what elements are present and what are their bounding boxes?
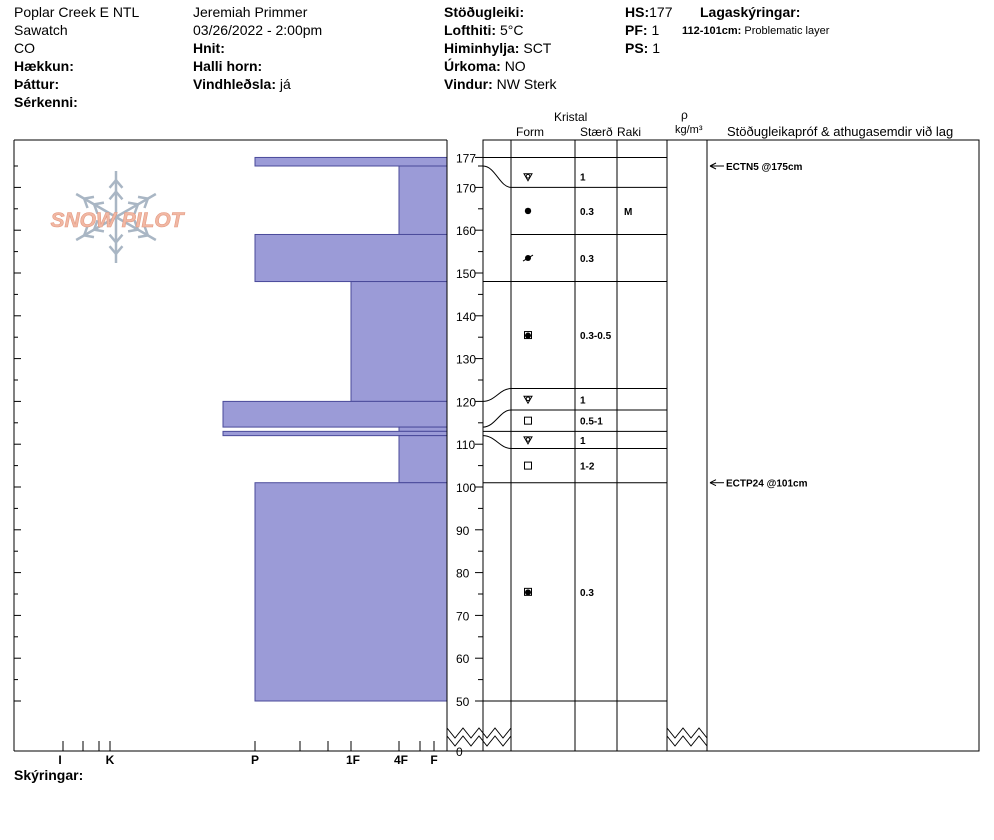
moisture-header: Raki xyxy=(617,125,642,139)
grain-size-label: 1-2 xyxy=(580,461,595,473)
moisture-label: M xyxy=(624,206,633,218)
axis-break-zigzag xyxy=(667,736,707,746)
hardness-label: 4F xyxy=(393,753,409,767)
depth-tick-label: 140 xyxy=(456,309,477,324)
hardness-bar xyxy=(399,436,447,483)
pf-label: PF: xyxy=(625,22,648,38)
rounding-faceted-icon xyxy=(525,588,532,595)
form-header: Form xyxy=(516,125,544,139)
depth-tick-label: 90 xyxy=(456,523,470,538)
comments-label: Skýringar: xyxy=(14,767,84,783)
hardness-label: I xyxy=(58,753,62,767)
rho-header: ρ xyxy=(681,108,688,122)
depth-tick-label: 70 xyxy=(456,609,470,624)
layer-connector xyxy=(483,166,511,187)
density-unit-header: kg/m³ xyxy=(675,124,703,136)
profile-frame xyxy=(483,140,979,751)
depth-tick-label: 80 xyxy=(456,566,470,581)
hs-value: 177 xyxy=(649,4,673,20)
grain-size-label: 1 xyxy=(580,395,586,407)
grain-size-label: 0.3 xyxy=(580,206,594,218)
melt-freeze-icon xyxy=(523,255,533,261)
hardness-bar xyxy=(223,401,447,427)
layer-connector xyxy=(483,436,511,449)
sky-value: SCT xyxy=(523,40,552,56)
coords-label: Hnit: xyxy=(193,40,225,56)
layer-note-text: Problematic layer xyxy=(744,25,830,37)
hardness-bar xyxy=(255,234,447,281)
sky-label: Himinhylja: xyxy=(444,40,520,56)
logo-text: SNOW PILOT xyxy=(50,209,184,232)
hs-label: HS: xyxy=(625,4,650,20)
hardness-bar xyxy=(255,483,447,701)
hardness-bar xyxy=(223,431,447,435)
axis-break-zigzag xyxy=(667,728,707,738)
faceted-icon xyxy=(525,417,532,424)
wind-value: NW Sterk xyxy=(496,76,557,92)
depth-tick-label: 160 xyxy=(456,224,477,239)
rounded-icon xyxy=(525,208,531,214)
depth-tick-label: 60 xyxy=(456,652,470,667)
grain-size-label: 0.3 xyxy=(580,254,594,266)
specifics-label: Sérkenni: xyxy=(14,94,78,110)
depth-tick-label: 110 xyxy=(456,438,476,453)
faceted-rounded-icon xyxy=(524,396,532,403)
wind-loading-value: já xyxy=(279,76,291,92)
test-result: ECTP24 @101cm xyxy=(726,478,808,490)
hardness-bar xyxy=(351,282,447,402)
hardness-label: F xyxy=(430,753,438,767)
depth-tick-label: 0 xyxy=(456,745,463,759)
state: CO xyxy=(14,40,35,56)
observer-name: Jeremiah Primmer xyxy=(193,4,308,20)
observation-datetime: 03/26/2022 - 2:00pm xyxy=(193,22,323,38)
hardness-label: K xyxy=(105,753,115,767)
slope-label: Halli horn: xyxy=(193,58,263,74)
air-temp-value: 5°C xyxy=(499,22,524,38)
rounding-faceted-icon xyxy=(525,332,532,339)
depth-tick-label: 130 xyxy=(456,352,477,367)
ps-label: PS: xyxy=(625,40,649,56)
depth-tick-label: 50 xyxy=(456,695,470,709)
elevation-label: Hækkun: xyxy=(14,58,74,74)
depth-tick-label: 150 xyxy=(456,267,477,281)
depth-tick-label: 100 xyxy=(456,481,477,495)
stability-label: Stöðugleiki: xyxy=(444,4,525,20)
faceted-icon xyxy=(525,462,532,469)
wind-label: Vindur: xyxy=(444,76,493,92)
pf-value: 1 xyxy=(651,22,660,38)
aspect-label: Þáttur: xyxy=(14,76,60,92)
faceted-rounded-icon xyxy=(524,437,532,444)
grain-size-label: 1 xyxy=(580,435,586,447)
precip-value: NO xyxy=(504,58,526,74)
depth-tick-label: 177 xyxy=(456,151,477,166)
grain-size-label: 1 xyxy=(580,172,586,184)
grain-size-label: 0.3 xyxy=(580,587,594,599)
depth-tick-label: 170 xyxy=(456,181,477,196)
faceted-rounded-icon xyxy=(524,174,532,181)
hardness-bar xyxy=(399,166,447,234)
layer-note-range: 112-101cm: xyxy=(682,25,742,37)
ps-value: 1 xyxy=(652,40,661,56)
hardness-label: 1F xyxy=(345,753,361,767)
mountain-range: Sawatch xyxy=(14,22,68,38)
location-name: Poplar Creek E NTL xyxy=(14,4,140,20)
hardness-label: P xyxy=(250,753,260,767)
layer-connector xyxy=(483,389,511,402)
crystal-header: Kristal xyxy=(554,110,588,124)
test-result: ECTN5 @175cm xyxy=(726,162,803,173)
grain-size-label: 0.3-0.5 xyxy=(580,331,612,343)
wind-loading-label: Vindhleðsla: xyxy=(193,76,276,92)
layer-notes-label: Lagaskýringar: xyxy=(700,4,801,20)
precip-label: Úrkoma: xyxy=(444,58,501,74)
hardness-bar xyxy=(399,427,447,431)
air-temp-label: Lofthiti: xyxy=(444,22,497,38)
hardness-bar xyxy=(255,157,447,166)
layer-connector xyxy=(483,410,511,427)
depth-tick-label: 120 xyxy=(456,395,477,410)
size-header: Stærð xyxy=(580,125,613,139)
tests-header: Stöðugleikapróf & athugasemdir við lag xyxy=(727,124,954,139)
grain-size-label: 0.5-1 xyxy=(580,416,603,428)
